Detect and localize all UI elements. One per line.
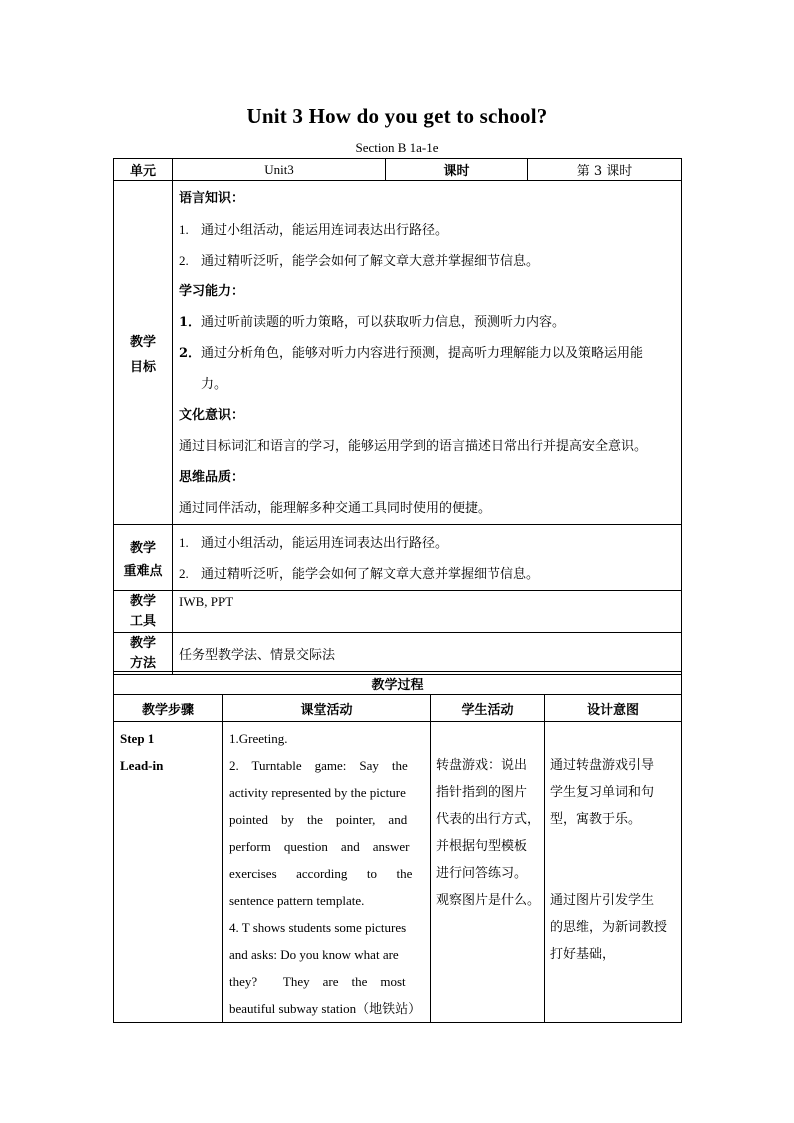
unit-label: 单元 [114, 159, 173, 181]
objectives-content [173, 181, 682, 525]
methods-row [114, 633, 682, 675]
language-heading: 语言知识： [179, 191, 245, 206]
ability-heading: 学习能力： [179, 284, 245, 299]
ability-item: 2．通过分析角色，能够对听力内容进行预测，提高听力理解能力以及策略运用能 [179, 346, 644, 361]
process-heading-row [114, 672, 682, 695]
objectives-row [114, 181, 682, 525]
tools-value: IWB, PPT [173, 591, 682, 633]
tools-row [114, 591, 682, 633]
col-intent: 设计意图 [545, 695, 682, 722]
process-table [113, 671, 682, 1023]
page-subtitle: Section B 1a-1e [355, 140, 439, 155]
period-label: 课时 [386, 159, 528, 181]
col-student: 学生活动 [431, 695, 545, 722]
key-point-item: 1. 通过小组活动，能运用连词表达出行路径。 [179, 535, 449, 551]
ability-item-continued: 力。 [201, 377, 228, 392]
key-point-item: 2. 通过精听泛听，能学会如何了解文章大意并掌握细节信息。 [179, 566, 540, 582]
objectives-label: 教学 目标 [114, 181, 173, 525]
thinking-text: 通过同伴活动，能理解多种交通工具同时使用的便捷。 [179, 501, 492, 516]
tools-label: 教学 工具 [114, 591, 173, 633]
student-activity-cell: 转盘游戏：说出 指针指到的图片 代表的出行方式， 并根据句型模板 进行问答练习。 观察图片是什么。 [431, 722, 545, 1023]
process-heading: 教学过程 [114, 672, 682, 695]
header-row [114, 159, 682, 181]
unit-value: Unit3 [173, 159, 386, 181]
period-value: 第 3 课时 [528, 159, 682, 181]
step-label: Step 1 Lead-in [114, 722, 223, 1023]
thinking-heading: 思维品质： [179, 470, 245, 485]
key-points-label: 教学 重难点 [114, 525, 173, 591]
methods-value: 任务型教学法、情景交际法 [173, 633, 682, 675]
culture-heading: 文化意识： [179, 408, 245, 423]
lesson-plan-table [113, 158, 682, 675]
key-points-row [114, 525, 682, 591]
process-columns-row [114, 695, 682, 722]
col-activities: 课堂活动 [223, 695, 431, 722]
col-steps: 教学步骤 [114, 695, 223, 722]
step-row [114, 722, 682, 1023]
language-item: 2. 通过精听泛听，能学会如何了解文章大意并掌握细节信息。 [179, 253, 540, 269]
methods-label: 教学 方法 [114, 633, 173, 675]
page-title: Unit 3 How do you get to school? [246, 104, 548, 128]
design-intent-cell: 通过转盘游戏引导 学生复习单词和句 型，寓教于乐。 通过图片引发学生 的思维，为新词教授 打好基础， [545, 722, 682, 1023]
activities-cell: 1.Greeting. 2. Turntable game: Say the activity represented by the picture pointed by the pointer, and perform question and answer exercises according to the sentence pattern template. 4. T shows students some pictures and asks: Do you know what are they? They are the most beautiful subway station（地铁站） [223, 722, 431, 1023]
ability-item: 1．通过听前读题的听力策略，可以获取听力信息，预测听力内容。 [179, 315, 566, 330]
language-item: 1. 通过小组活动，能运用连词表达出行路径。 [179, 222, 449, 238]
key-points-content [173, 525, 682, 591]
culture-text: 通过目标词汇和语言的学习，能够运用学到的语言描述日常出行并提高安全意识。 [179, 439, 648, 454]
